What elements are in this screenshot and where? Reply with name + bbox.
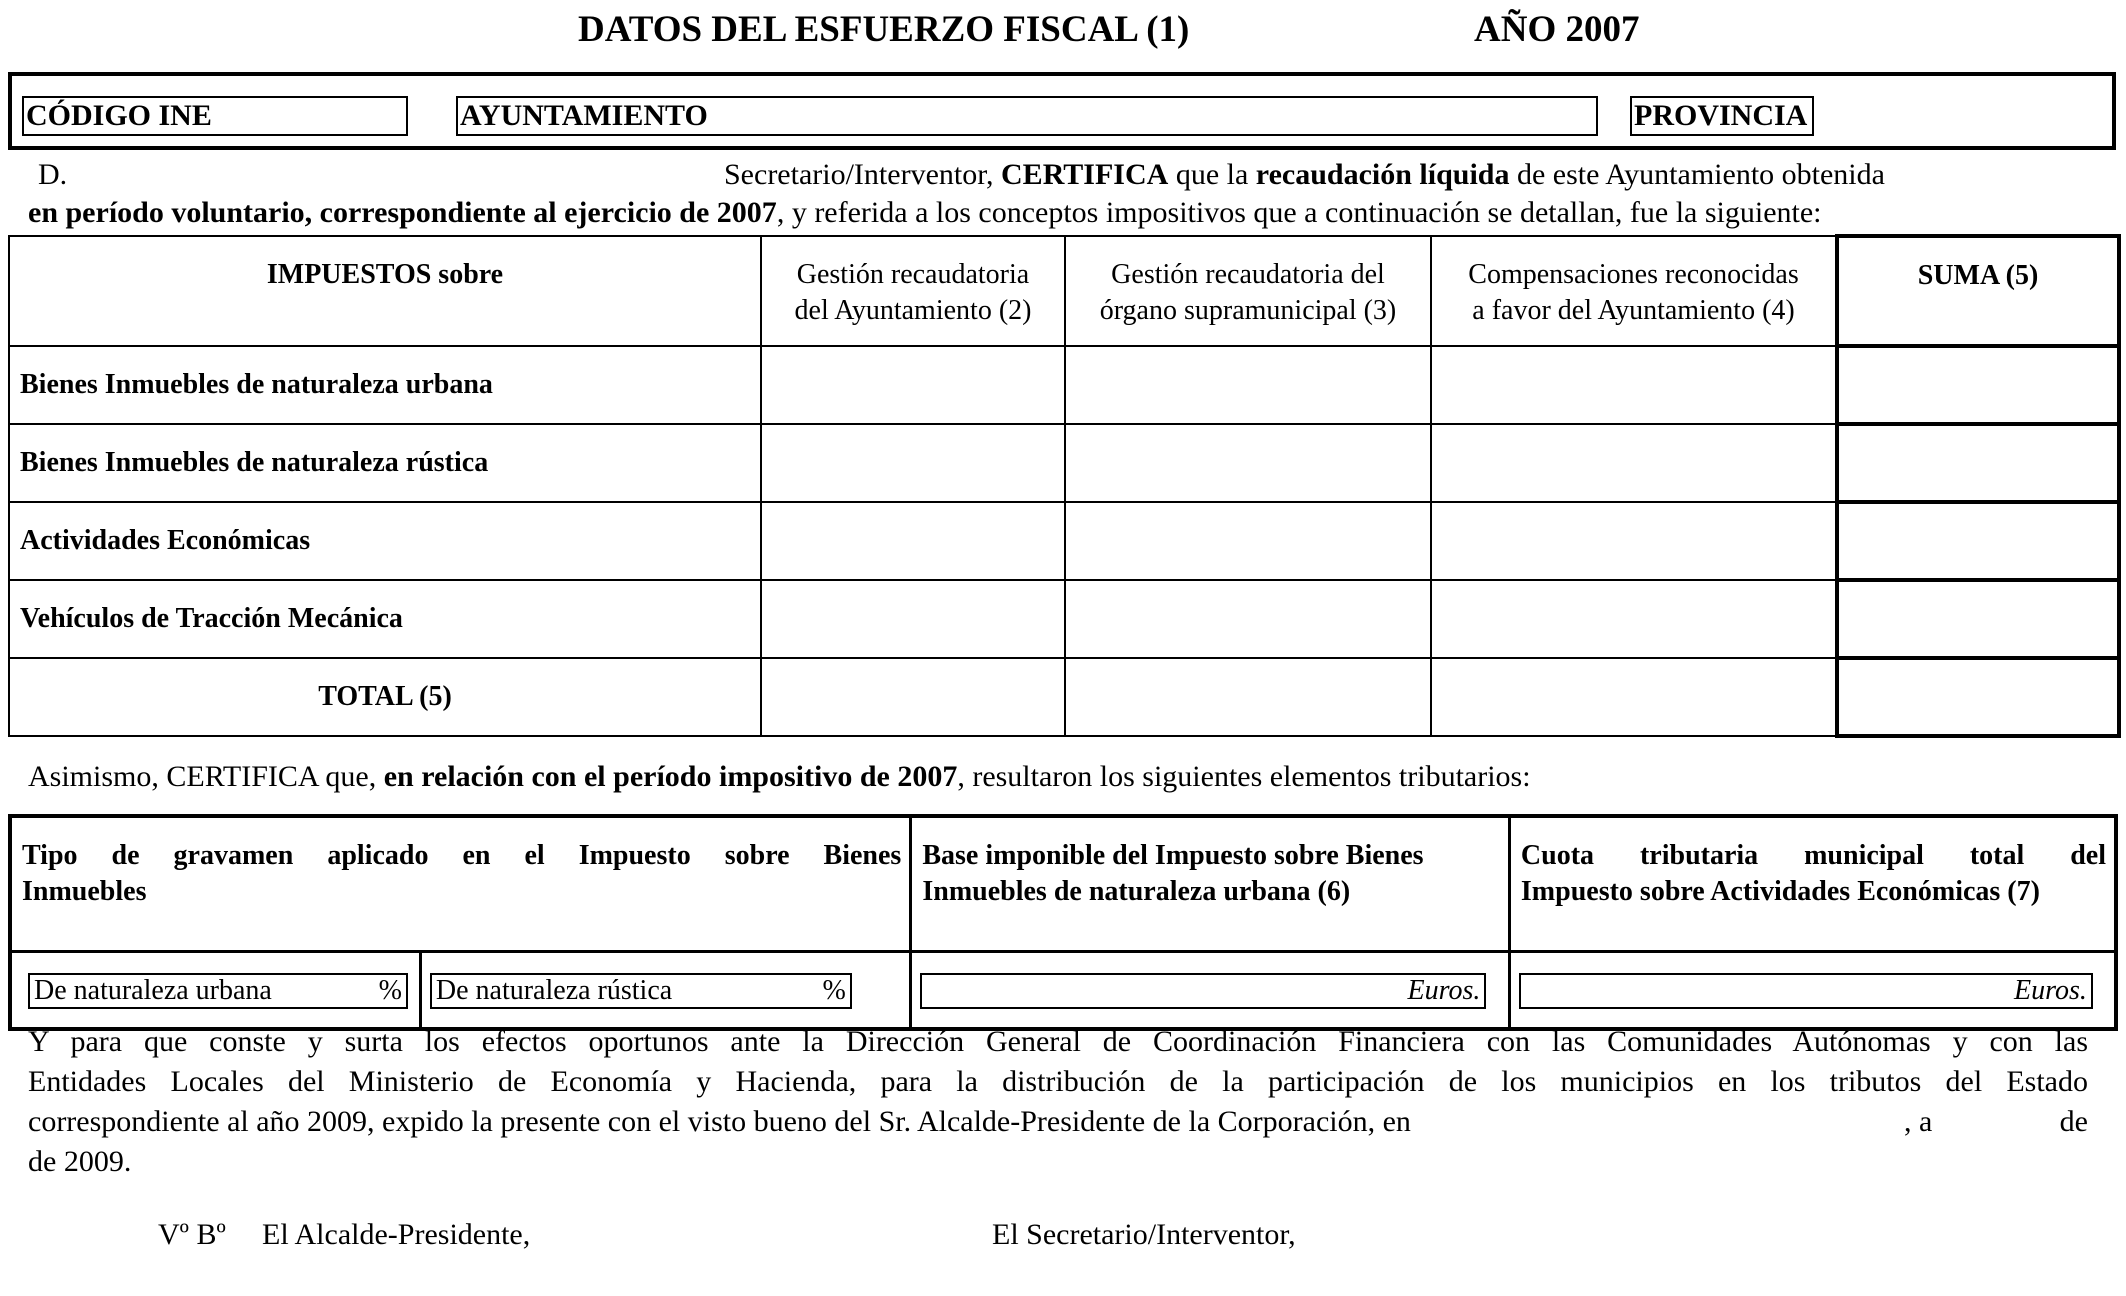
d-label: D. xyxy=(38,158,68,191)
suma-cell[interactable] xyxy=(1837,580,2119,658)
cell-input[interactable] xyxy=(1431,580,1837,658)
elementos-tributarios-table xyxy=(8,814,2118,1031)
certificate-line-1: Secretario/Interventor, CERTIFICA que la recaudación líquida de este Ayuntamiento obtenida xyxy=(724,158,1885,191)
rustica-cell xyxy=(420,952,910,1030)
certificate-line-2: en período voluntario, correspondiente al ejercicio de 2007, y referida a los conceptos impositivos que a continuación se detallan, fue la siguiente: xyxy=(28,196,1822,229)
header-compensaciones: Compensaciones reconocidas a favor del Ayuntamiento (4) xyxy=(1431,236,1837,346)
base-imponible-input[interactable]: Euros. xyxy=(920,973,1486,1009)
cell-input[interactable] xyxy=(1065,424,1431,502)
closing-paragraph: Y para que conste y surta los efectos oportunos ante la Dirección General de Coordinación Financiera con las Comunidades Autónomas y con las Entidades Locales del Ministerio de Economía y Hacienda, para la distribución de la participación de los municipios en los tributos del Estado correspondiente al año 2009, expido la presente con el visto bueno del Sr. Alcalde-Presidente de la Corporación, en , a de de 2009. xyxy=(28,1025,2088,1178)
urbana-cell xyxy=(10,952,420,1030)
header-gestion-ayuntamiento: Gestión recaudatoria del Ayuntamiento (2) xyxy=(761,236,1065,346)
header-impuestos: IMPUESTOS sobre xyxy=(9,236,761,346)
cell-input[interactable] xyxy=(761,424,1065,502)
cuota-input[interactable]: Euros. xyxy=(1519,973,2093,1009)
table-row xyxy=(9,346,2119,424)
cell-input[interactable] xyxy=(1431,346,1837,424)
cell-input[interactable] xyxy=(761,502,1065,580)
table-row xyxy=(9,580,2119,658)
header-gestion-supramunicipal: Gestión recaudatoria del órgano supramunicipal (3) xyxy=(1065,236,1431,346)
cell-input[interactable] xyxy=(1065,658,1431,736)
base-imponible-cell xyxy=(911,952,1510,1030)
cell-input[interactable] xyxy=(1065,502,1431,580)
cuota-cell xyxy=(1509,952,2116,1030)
cell-input[interactable] xyxy=(1431,658,1837,736)
ayuntamiento-field[interactable]: AYUNTAMIENTO xyxy=(456,96,1598,136)
header-cuota-tributaria: Cuota tributaria municipal total del Impuesto sobre Actividades Económicas (7) xyxy=(1509,816,2116,952)
suma-cell[interactable] xyxy=(1837,346,2119,424)
cell-input[interactable] xyxy=(1065,580,1431,658)
cell-input[interactable] xyxy=(761,580,1065,658)
table-row xyxy=(9,424,2119,502)
row-label: Bienes Inmuebles de naturaleza urbana xyxy=(9,346,761,424)
asimismo-line: Asimismo, CERTIFICA que, en relación con el período impositivo de 2007, resultaron los siguientes elementos tributarios: xyxy=(28,760,1531,793)
total-row xyxy=(9,658,2119,736)
header-suma: SUMA (5) xyxy=(1837,236,2119,346)
row-label: Bienes Inmuebles de naturaleza rústica xyxy=(9,424,761,502)
codigo-ine-field[interactable]: CÓDIGO INE xyxy=(22,96,408,136)
secretario-signature-label: El Secretario/Interventor, xyxy=(992,1218,1296,1251)
suma-cell[interactable] xyxy=(1837,502,2119,580)
provincia-field[interactable]: PROVINCIA xyxy=(1630,96,1814,136)
page-title: DATOS DEL ESFUERZO FISCAL (1) xyxy=(578,9,1190,50)
header-base-imponible: Base imponible del Impuesto sobre Bienes Inmuebles de naturaleza urbana (6) xyxy=(911,816,1510,952)
suma-cell[interactable] xyxy=(1837,424,2119,502)
recaudacion-table xyxy=(8,234,2121,738)
rustica-rate-input[interactable]: De naturaleza rústica % xyxy=(430,973,852,1009)
table-row xyxy=(9,502,2119,580)
vobo-label: Vº Bº xyxy=(158,1218,226,1251)
alcalde-signature-label: El Alcalde-Presidente, xyxy=(262,1218,531,1251)
header-tipo-gravamen: Tipo de gravamen aplicado en el Impuesto sobre Bienes Inmuebles xyxy=(10,816,911,952)
row-label: Actividades Económicas xyxy=(9,502,761,580)
total-label: TOTAL (5) xyxy=(9,658,761,736)
year-title: AÑO 2007 xyxy=(1474,9,1640,50)
identification-box xyxy=(8,72,2116,150)
suma-total-cell[interactable] xyxy=(1837,658,2119,736)
urbana-rate-input[interactable]: De naturaleza urbana % xyxy=(28,973,408,1009)
row-label: Vehículos de Tracción Mecánica xyxy=(9,580,761,658)
cell-input[interactable] xyxy=(1431,424,1837,502)
cell-input[interactable] xyxy=(1065,346,1431,424)
cell-input[interactable] xyxy=(761,346,1065,424)
cell-input[interactable] xyxy=(1431,502,1837,580)
cell-input[interactable] xyxy=(761,658,1065,736)
